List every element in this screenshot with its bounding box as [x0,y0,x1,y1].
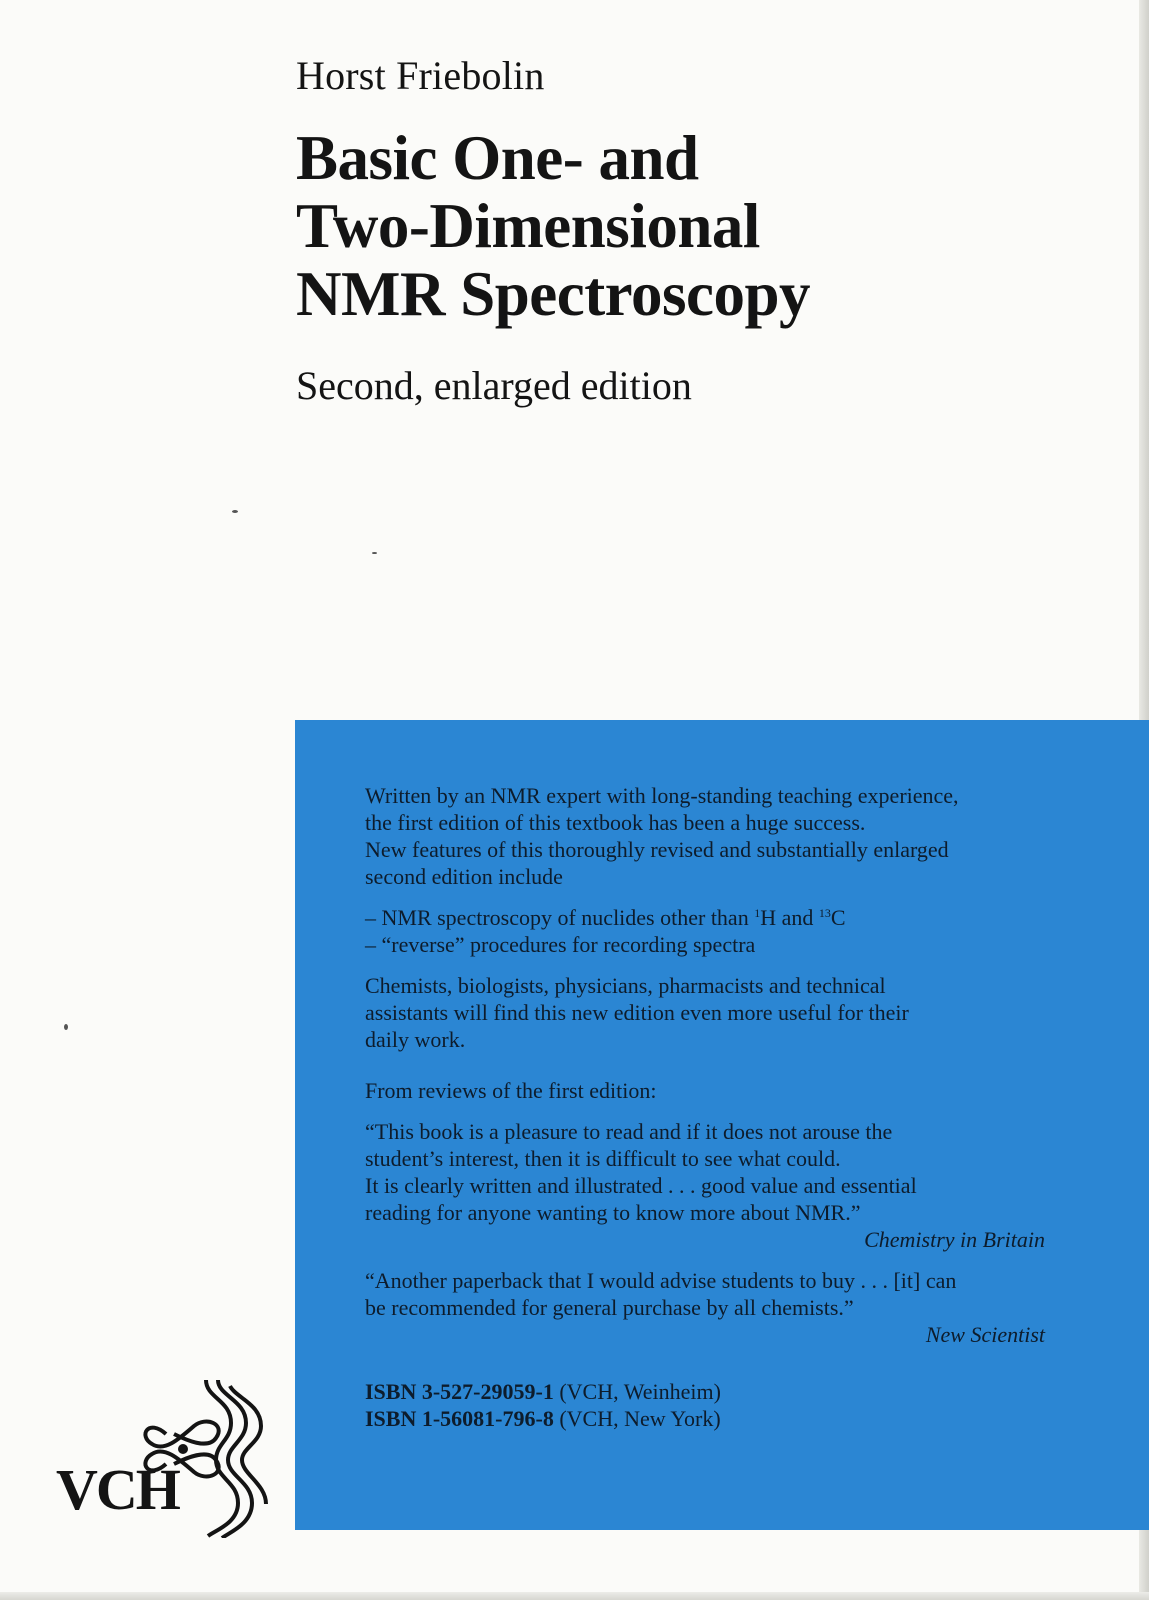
feature-text: – NMR spectroscopy of nuclides other than [365,905,755,930]
reviews-heading-text: From reviews of the first edition: [365,1078,657,1103]
review-line: be recommended for general purchase by all chemists.” [365,1295,854,1320]
feature-list [365,904,1045,958]
intro-line: the first edition of this textbook has been a huge success. [365,810,866,835]
intro-line: New features of this thoroughly revised and substantially enlarged [365,837,949,862]
isbn-line [365,1405,1045,1432]
intro-line: Written by an NMR expert with long-standing teaching experience, [365,783,959,808]
audience-line: assistants will find this new edition even more useful for their [365,1000,909,1025]
isbn-number: ISBN 1-56081-796-8 [365,1406,554,1431]
title-line: Two-Dimensional [296,191,760,261]
review-line: “This book is a pleasure to read and if it does not arouse the [365,1119,893,1144]
audience-paragraph [365,972,1045,1053]
edition-subtitle: Second, enlarged edition [296,363,692,408]
review-line: “Another paperback that I would advise students to buy . . . [it] can [365,1268,957,1293]
isbn-line [365,1378,1045,1405]
title-line: Basic One- and [296,123,699,193]
isbn-number: ISBN 3-527-29059-1 [365,1379,554,1404]
feature-item [365,904,1045,931]
feature-text: H and [760,905,819,930]
blurb-panel [295,720,1149,1530]
review-line: reading for anyone wanting to know more about NMR.” [365,1200,861,1225]
author-name: Horst Friebolin [296,53,545,98]
isotope-mass-1: 1 [754,906,761,920]
print-speck [232,510,238,513]
book-title [296,124,810,328]
audience-line: daily work. [365,1027,466,1052]
cover-bottom-edge [0,1592,1149,1600]
review-source: Chemistry in Britain [864,1227,1045,1252]
review-quote [365,1118,1045,1253]
print-speck [372,552,377,554]
isotope-mass-13: 13 [818,906,831,920]
publisher-logo-text: VCH [56,1457,179,1522]
feature-text: C [830,905,846,930]
isbn-location: (VCH, Weinheim) [559,1379,721,1404]
title-line: NMR Spectroscopy [296,259,811,329]
intro-paragraph [365,782,1045,890]
isbn-location: (VCH, New York) [559,1406,721,1431]
review-source: New Scientist [925,1322,1045,1347]
isbn-block [365,1378,1045,1432]
feature-item: – “reverse” procedures for recording spectra [365,932,756,957]
print-speck [64,1024,68,1030]
review-line: It is clearly written and illustrated . . . good value and essential [365,1173,917,1198]
review-quote [365,1267,1045,1348]
intro-line: second edition include [365,864,563,889]
review-line: student’s interest, then it is difficult to see what could. [365,1146,841,1171]
audience-line: Chemists, biologists, physicians, pharmacists and technical [365,973,886,998]
blurb-text [365,782,1045,1432]
reviews-heading [365,1077,1045,1104]
